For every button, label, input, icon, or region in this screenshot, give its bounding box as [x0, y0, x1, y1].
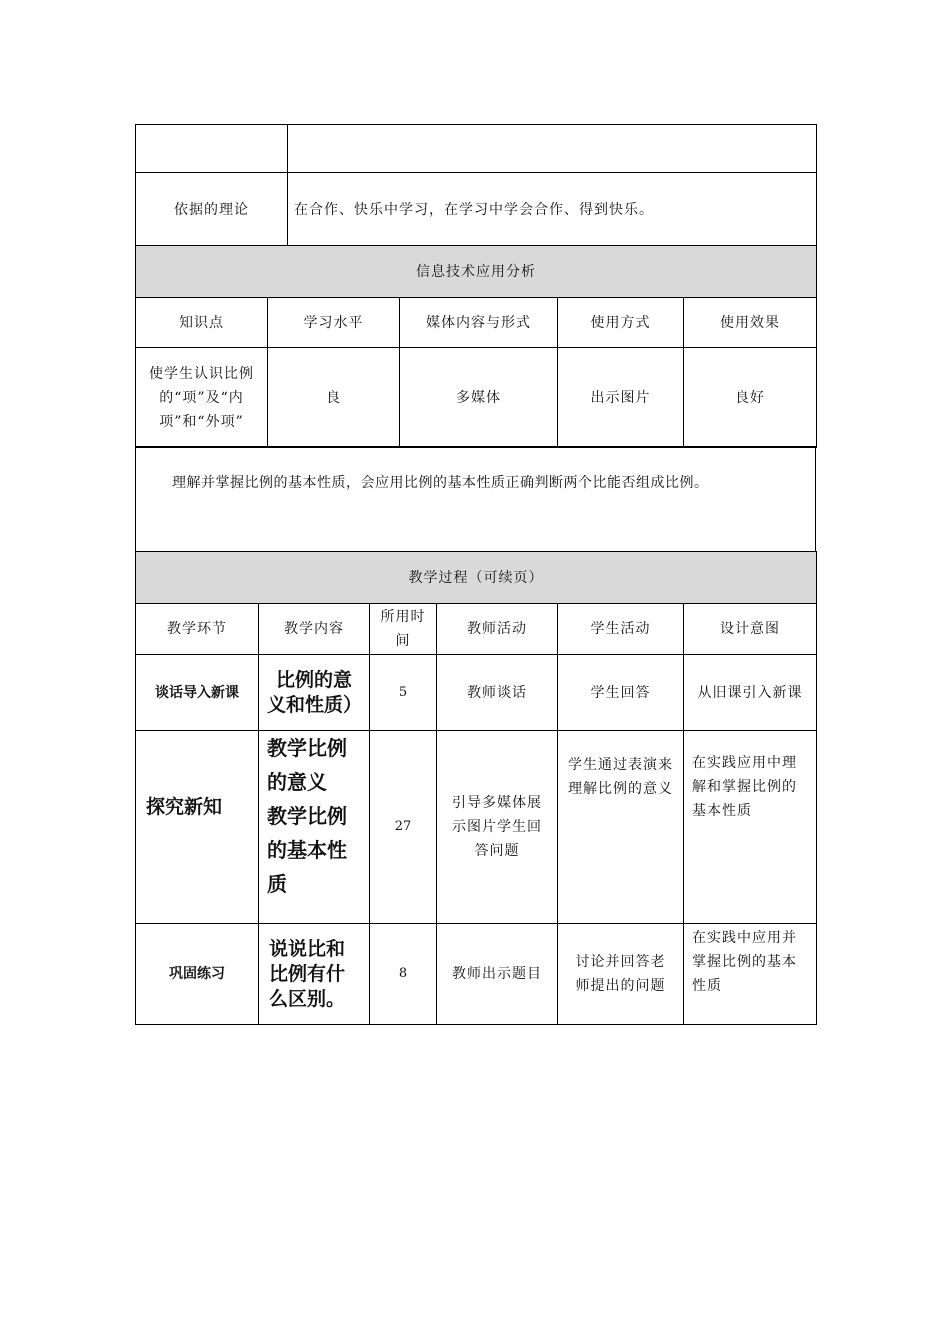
knowledge-point-cell: 使学生认识比例的“项”及“内项”和“外项”: [136, 348, 268, 448]
student-activity-cell: 讨论并回答老师提出的问题: [558, 924, 684, 1025]
time-cell: 27: [370, 731, 437, 924]
blank-cell-left: [136, 125, 288, 173]
header-stage: 教学环节: [136, 604, 259, 655]
process-row-practice: [136, 924, 817, 1025]
top-table: [135, 124, 817, 247]
theory-row: [136, 173, 817, 247]
blank-cell-right: [288, 125, 817, 173]
usage-effect-cell: 良好: [684, 348, 817, 448]
teacher-activity-cell: 教师谈话: [437, 655, 558, 731]
teacher-activity-cell: 教师出示题目: [437, 924, 558, 1025]
objective-row: [136, 447, 816, 553]
usage-method-cell: 出示图片: [558, 348, 684, 448]
student-activity-cell: 学生通过表演来理解比例的意义: [558, 731, 684, 924]
objective-block: [135, 446, 816, 553]
process-header-row: [136, 604, 817, 655]
it-analysis-title: 信息技术应用分析: [136, 246, 817, 298]
header-knowledge-point: 知识点: [136, 298, 268, 348]
design-intent-cell: 在实践应用中理解和掌握比例的基本性质: [684, 731, 817, 924]
header-usage-effect: 使用效果: [684, 298, 817, 348]
content-part-1: 教学比例的意义: [267, 736, 347, 794]
stage-cell: 巩固练习: [136, 924, 259, 1025]
header-usage-method: 使用方式: [558, 298, 684, 348]
top-table-block: [135, 124, 816, 247]
learning-level-cell: 良: [268, 348, 400, 448]
time-cell: 5: [370, 655, 437, 731]
student-activity-cell: 学生回答: [558, 655, 684, 731]
header-media-content: 媒体内容与形式: [400, 298, 558, 348]
header-learning-level: 学习水平: [268, 298, 400, 348]
media-content-cell: 多媒体: [400, 348, 558, 448]
it-analysis-block: [135, 245, 816, 448]
content-part-2: 教学比例的基本性质: [267, 804, 347, 896]
content-cell: [259, 731, 370, 924]
it-analysis-header-row: [136, 298, 817, 348]
stage-cell: 谈话导入新课: [136, 655, 259, 731]
header-content: 教学内容: [259, 604, 370, 655]
content-cell: 说说比和比例有什么区别。: [259, 924, 370, 1025]
objective-text: 理解并掌握比例的基本性质，会应用比例的基本性质正确判断两个比能否组成比例。: [136, 447, 816, 553]
header-student-activity: 学生活动: [558, 604, 684, 655]
content-cell: 比例的意义和性质）: [259, 655, 370, 731]
process-table: [135, 551, 817, 1025]
header-design-intent: 设计意图: [684, 604, 817, 655]
theory-text: 在合作、快乐中学习，在学习中学会合作、得到快乐。: [288, 173, 817, 247]
process-block: [135, 551, 816, 1025]
process-title-row: [136, 552, 817, 604]
objective-table: [135, 446, 816, 553]
it-analysis-title-row: [136, 246, 817, 298]
time-cell: 8: [370, 924, 437, 1025]
process-row-explore: [136, 731, 817, 924]
header-time: 所用时间: [370, 604, 437, 655]
design-intent-cell: 在实践中应用并掌握比例的基本性质: [684, 924, 817, 1025]
design-intent-cell: 从旧课引入新课: [684, 655, 817, 731]
blank-row: [136, 125, 817, 173]
header-teacher-activity: 教师活动: [437, 604, 558, 655]
process-title: 教学过程（可续页）: [136, 552, 817, 604]
stage-cell: 探究新知: [136, 731, 259, 924]
teacher-activity-cell: 引导多媒体展示图片学生回答问题: [437, 731, 558, 924]
it-analysis-table: [135, 245, 817, 448]
theory-label: 依据的理论: [136, 173, 288, 247]
process-row-intro: [136, 655, 817, 731]
it-analysis-data-row: [136, 348, 817, 448]
